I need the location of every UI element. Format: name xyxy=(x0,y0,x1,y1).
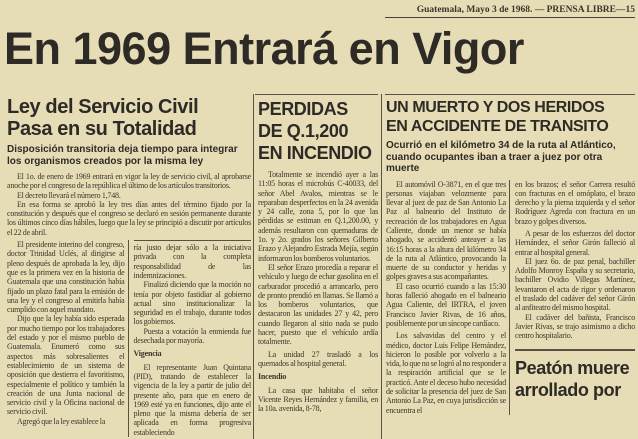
middle-body xyxy=(258,170,378,413)
divider xyxy=(255,94,378,95)
headline-line: UN MUERTO Y DOS HERIDOS xyxy=(386,99,605,116)
paragraph: El 1o. de enero de 1969 entrará en vigor la ley de servicio civil, al aprobarse anoche por el congreso de la república el último de los artículos transitorios. xyxy=(7,172,251,191)
paragraph: El cadáver del bañista, Francisco Javier Rivas, se trajo asimismo a dicho centro hospitalario. xyxy=(515,312,635,341)
paragraph: El representante Juan Quintana (PID), tratando de establecer la vigencia de la ley a partir de julio del presente año, para que en enero de 1969 esté ya en funciones, dijo ante el pleno que la misma debería de ser aplicada en forma progresiva estableciendo xyxy=(133,362,251,437)
paragraph: El presidente interino del congreso, doctor Trinidad Uclés, al dirigirse al pleno después de aprobada la ley, dijo que es la primera vez en la historia de Guatemala que una constitución había fijado un plazo fatal para la emisión de una ley y el congreso al emitirla había cumplido con aquel mandato. xyxy=(7,240,125,315)
paragraph: Los salvavidas del centro y el médico, doctor Luis Felipe Hernández, hicieron lo posible por volverlo a la vida, lo que no se logró al no responder a la respiración artificial que se le practicó. Ante el deceso hubo necesidad de solicitar la presencia del juez de San Antonio La Paz, en cuya jurisdicción se encuentra el xyxy=(386,331,506,415)
left-col2 xyxy=(134,240,252,437)
paragraph: En esa forma se aprobó la ley tres días antes del término fijado por la constitución y después que el congreso se declaró en sesión permanente durante los últimos cinco días hábiles, luego que la ley se principió a discutir por artículos el 22 de abril. xyxy=(7,199,251,237)
paragraph: Totalmente se incendió ayer a las 11:05 horas el microbús C-40033, del señor Abel Avalos, mientras se le reparaban desperfectos en la 24 avenida y 24 calle, zona 5, por lo que las pérdidas se estiman en Q.1,200.00, y además resultaron con quemaduras de 1o. y 2o. grados los señores Gilberto Erazo y Alejandro Estrada Mejía, según informaron los bomberos voluntarios. xyxy=(258,170,378,263)
headline-line: PERDIDAS xyxy=(258,99,348,119)
headline-line: DE Q.1,200 xyxy=(258,121,349,141)
headline-line: Ley del Servicio Civil xyxy=(7,96,199,118)
paragraph: A pesar de los esfuerzos del doctor Hernández, el señor Girón falleció al entrar al hospital general. xyxy=(515,228,635,257)
left-lead xyxy=(7,172,251,237)
paragraph: La casa que habitaba el señor Vicente Reyes Hernández y familia, en la 10a. avenida, 8-78, xyxy=(258,385,378,414)
paragraph: El juez 6o. de paz penal, bachiller Adolfo Monroy España y su secretario, bachiller Ovidio Villegas Martínez, levantaron el acta de rigor y ordenaron el traslado del cadáver del señor Girón al anfiteatro del mismo hospital. xyxy=(515,256,635,313)
right-col2 xyxy=(515,180,635,341)
paragraph: El automóvil O-3871, en el que tres personas viajaban velozmente para llevar al juez de paz de San Antonio La Paz al balneario del Instituto de recreación de los trabajadores en Agua Caliente, donde un menor se había ahogado, se accidentó anteayer a las 16:15 horas a la altura del kilómetro 34 de la ruta al Atlántico, provocando la muerte de su conductor y heridas y golpes graves a sus acompañantes. xyxy=(386,179,506,282)
banner-headline: En 1969 Entrará en Vigor xyxy=(4,23,524,74)
headline-line: Pasa en su Totalidad xyxy=(7,118,197,140)
paragraph: ría justo dejar sólo a la iniciativa privada con la completa responsabilidad de las indemnizaciones. xyxy=(133,243,251,280)
headline-line: arrollado por xyxy=(515,379,621,400)
column-divider xyxy=(253,94,254,439)
left-subhead: Disposición transitoria deja tiempo para integrar los organismos creados por la misma ley xyxy=(7,144,238,167)
right-col2-wrap xyxy=(515,180,635,415)
paragraph: La unidad 27 trasladó a los quemados al hospital general. xyxy=(258,349,378,368)
headline-line: EN ACCIDENTE DE TRANSITO xyxy=(386,118,609,135)
headline-line: Peatón muere xyxy=(515,357,630,378)
right-headline xyxy=(386,98,635,136)
middle-article xyxy=(258,98,378,413)
paragraph: Agregó que la ley establece la xyxy=(17,416,106,426)
right-subhead: Ocurrió en el kilómetro 34 de la ruta al Atlántico, cuando ocupantes iban a traer a juez por otra muerte xyxy=(386,140,616,174)
next-article xyxy=(515,349,635,401)
paragraph: Dijo que la ley había sido esperada por mucho tiempo por los trabajadores del estado y por el mismo pueblo de Guatemala. Enumeró como sus aspectos más sobresalientes el establecimiento de un sistema de oposición que destierra el favoritismo, especialmente el político y también la creación de una Junta nacional de servicio civil y la Oficina nacional de servicio civil. xyxy=(7,314,125,417)
paragraph: Puesta a votación la enmienda fue desechada por mayoría. xyxy=(133,326,251,346)
right-article xyxy=(386,98,635,415)
headline-line: EN INCENDIO xyxy=(258,143,372,163)
left-col1 xyxy=(7,240,129,437)
divider xyxy=(385,94,635,95)
paragraph: en los brazos; el señor Carrera resultó con fracturas en el omóplato, el brazo derecho y la pierna izquierda y el señor Rodríguez Agreda con fractura en un brazo y golpes diversos. xyxy=(515,179,635,226)
right-col1 xyxy=(386,180,510,415)
next-article-headline xyxy=(515,357,635,401)
left-headline xyxy=(7,96,251,140)
paragraph: El decreto llevará el número 1,748. xyxy=(17,190,121,200)
section-subhead: Vigencia xyxy=(133,349,162,359)
column-divider xyxy=(381,94,382,439)
masthead-dateline: Guatemala, Mayo 3 de 1968. — PRENSA LIBRE—15 xyxy=(385,5,635,18)
paragraph: El caso ocurrió cuando a las 15:30 horas falleció ahogado en el balneario Agua Caliente, del IRTRA, el joven Francisco Javier Rivas, de 16 años, posiblemente por un síncope cardíaco. xyxy=(386,281,506,328)
left-article xyxy=(7,96,251,437)
paragraph: El señor Erazo procedía a reparar el vehículo y luego de echar gasolina en el carburador procedió a arrancarlo, pero de pronto prendió en llamas. Se llamó a los bomberos voluntarios, que destacaron las unidades 27 y 42, pero cuando llegaron al sitio nada se pudo hacer, puesto que el vehículo ardía totalmente. xyxy=(258,262,378,347)
middle-headline xyxy=(258,98,378,164)
paragraph: Finalizó diciendo que la moción no tenía por objeto fastidiar al gobierno actual sino institucionalizar la seguridad en el trabajo, durante todos los gobiernos. xyxy=(133,280,251,327)
section-subhead: Incendio xyxy=(258,372,287,382)
